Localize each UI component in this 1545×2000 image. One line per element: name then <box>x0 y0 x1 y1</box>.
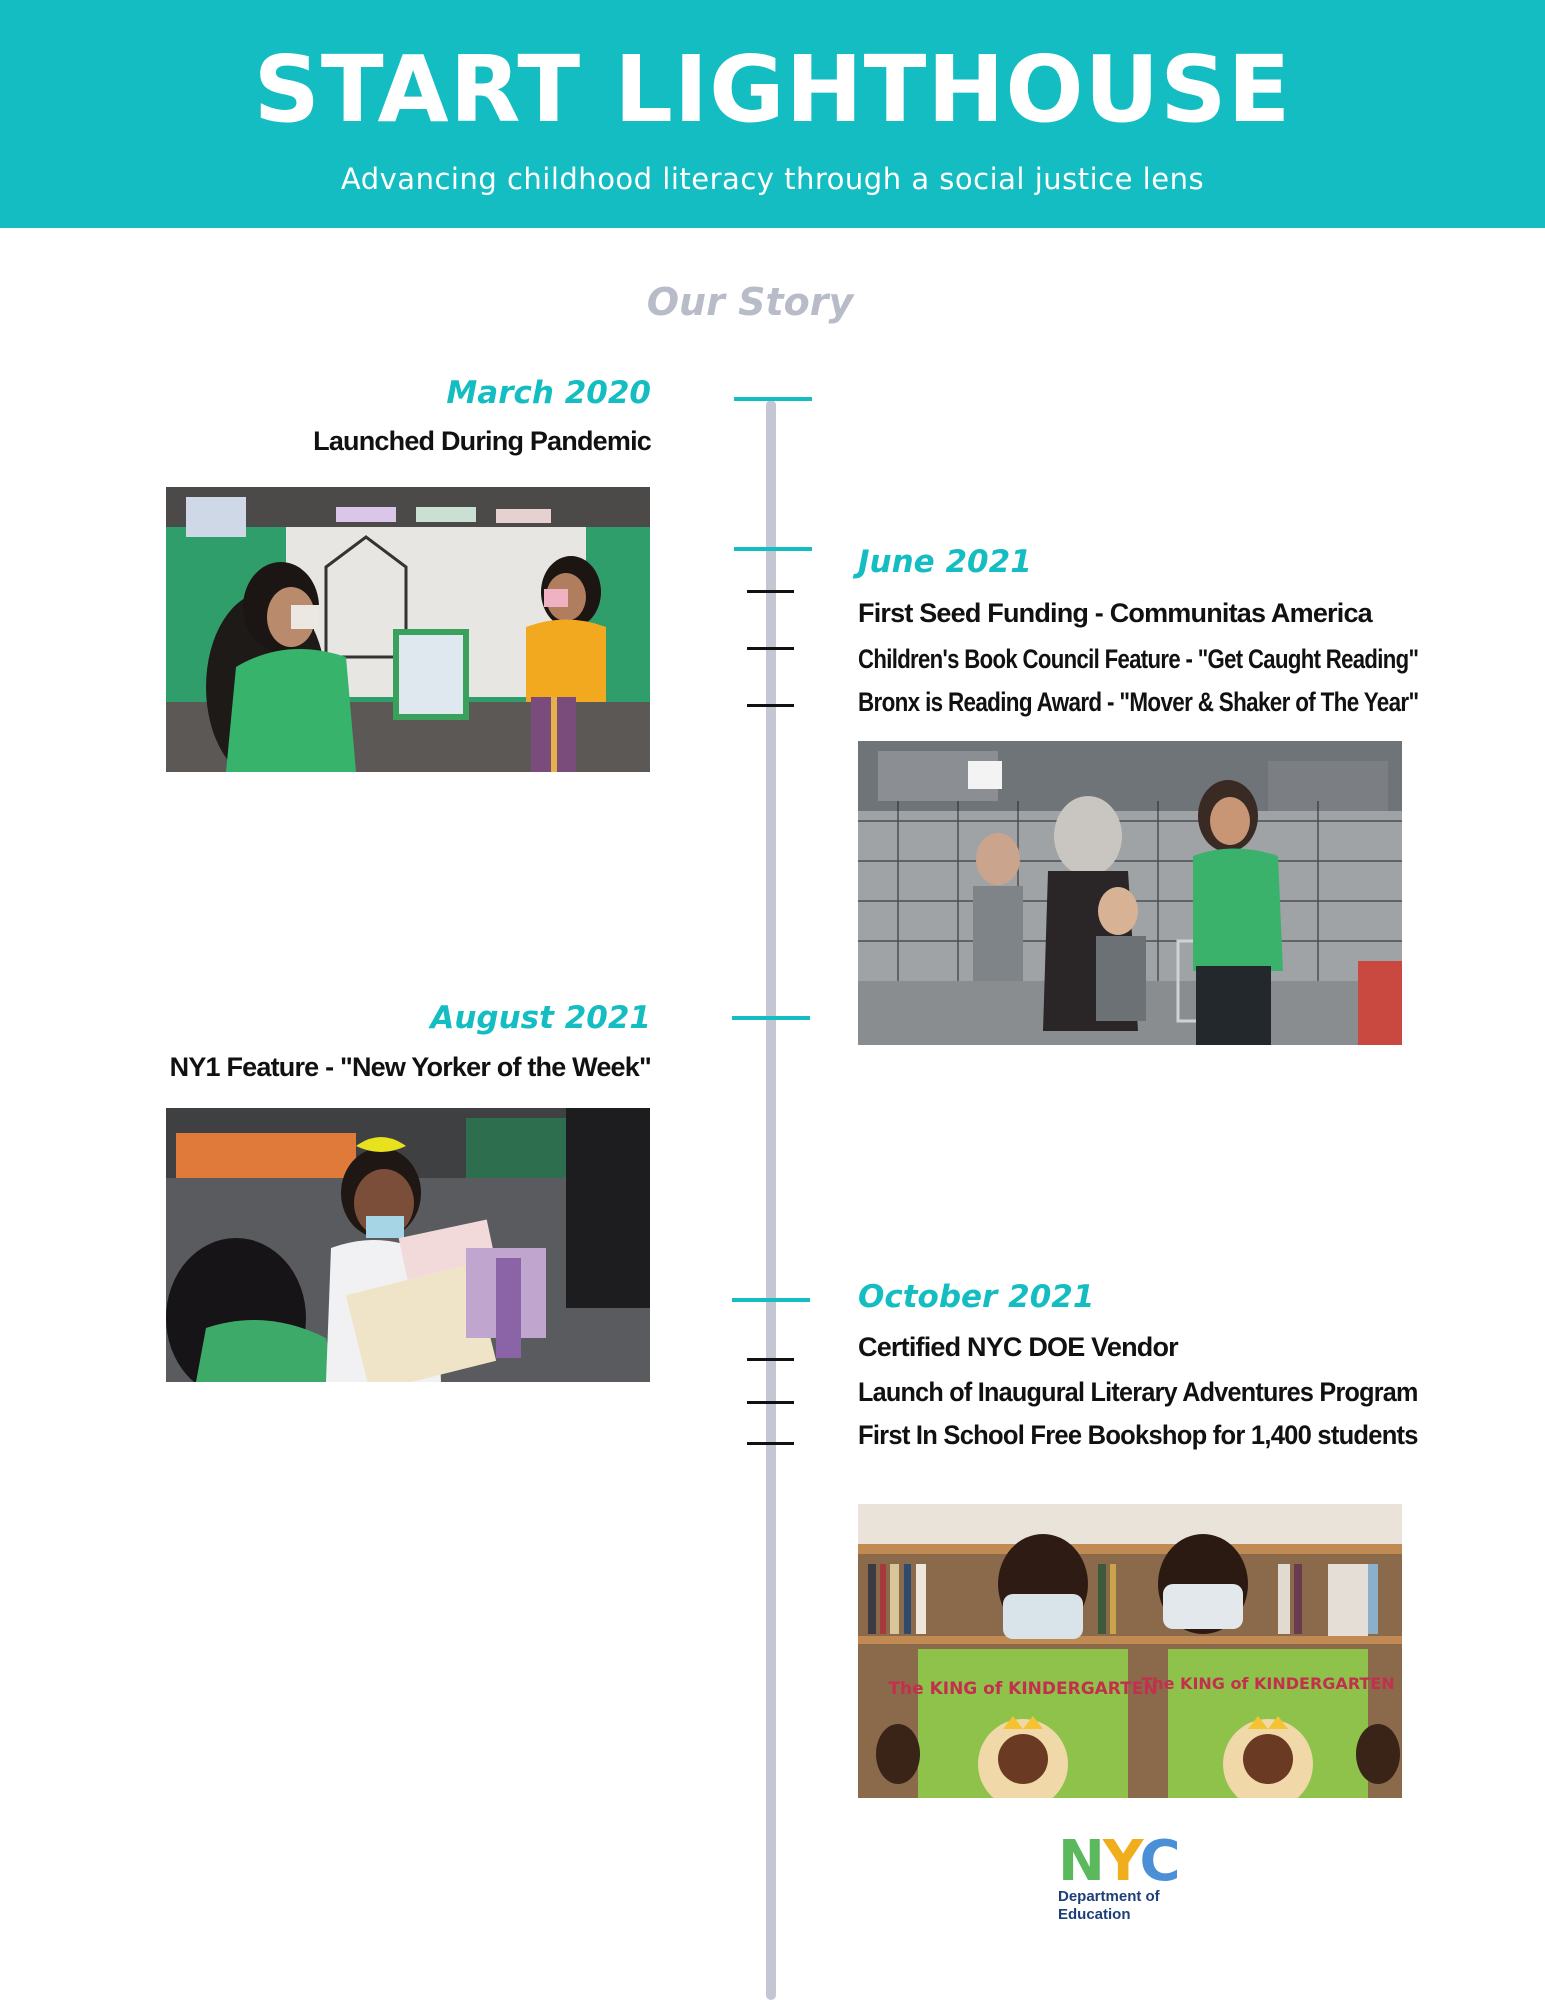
timeline-tick-october-2021 <box>732 1298 810 1302</box>
timeline-tick-march-2020 <box>734 397 812 401</box>
timeline-subtick <box>747 590 794 593</box>
milestone-event: Bronx is Reading Award - "Mover & Shaker of The Year" <box>858 687 1419 717</box>
book-cover-title-right: The KING of KINDERGARTEN <box>1141 1674 1395 1693</box>
tagline: Advancing childhood literacy through a social justice lens <box>340 162 1205 196</box>
milestone-date-october-2021: October 2021 <box>858 1279 1095 1315</box>
timeline-subtick <box>747 647 794 650</box>
milestone-event: Launch of Inaugural Literary Adventures Program <box>858 1377 1418 1407</box>
timeline-tick-june-2021 <box>734 547 812 551</box>
photo-child-reading <box>166 1108 650 1382</box>
nyc-logo-letters: NYC <box>1058 1829 1179 1894</box>
milestone-date-august-2021: August 2021 <box>430 1000 651 1036</box>
milestone-date-march-2020: March 2020 <box>446 375 651 411</box>
milestone-event: Launched During Pandemic <box>313 426 651 456</box>
timeline-subtick <box>747 704 794 707</box>
milestone-event: First Seed Funding - Communitas America <box>858 598 1372 628</box>
milestone-event: First In School Free Bookshop for 1,400 students <box>858 1420 1418 1450</box>
timeline-subtick <box>747 1358 794 1361</box>
book-cover-title-left: The KING of KINDERGARTEN <box>888 1679 1158 1699</box>
photo-outdoor-book-distribution <box>858 741 1402 1045</box>
photo-king-of-kindergarten <box>858 1504 1402 1798</box>
milestone-event: NY1 Feature - "New Yorker of the Week" <box>169 1052 651 1082</box>
section-title: Our Story <box>646 280 854 324</box>
timeline-tick-august-2021 <box>732 1016 810 1020</box>
milestone-event: Certified NYC DOE Vendor <box>858 1332 1178 1362</box>
nyc-doe-logo <box>1058 1829 1208 1934</box>
timeline-subtick <box>747 1442 794 1445</box>
timeline-line <box>766 400 776 2000</box>
logo-department-text: Department of Education <box>1058 1888 1160 1923</box>
page-title: START LIGHTHOUSE <box>253 36 1292 143</box>
photo-book-giveaway-table <box>166 487 650 772</box>
timeline-subtick <box>747 1401 794 1404</box>
milestone-event: Children's Book Council Feature - "Get Caught Reading" <box>858 644 1419 674</box>
header-banner <box>0 0 1545 228</box>
milestone-date-june-2021: June 2021 <box>858 544 1032 580</box>
